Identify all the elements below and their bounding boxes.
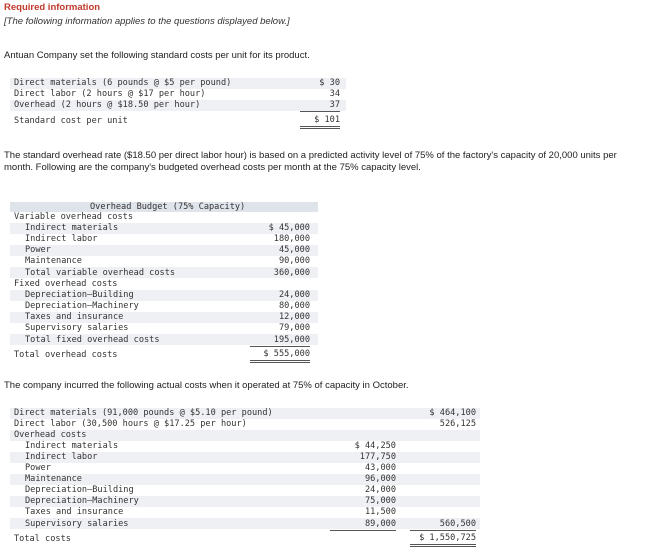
actual-intro-text: The company incurred the following actual costs when it operated at 75% of capacity in October. [4,380,409,391]
actual-total-label: Total costs [14,534,71,544]
budget-item-label: Indirect labor [25,234,98,244]
actual-item-label: Taxes and insurance [25,507,124,517]
budget-item-label: Depreciation—Building [25,290,134,300]
budget-item-value: 12,000 [278,312,310,322]
actual-item-label: Indirect labor [25,452,98,462]
std-row-value: 34 [329,89,340,99]
actual-item-value: 24,000 [364,485,396,495]
actual-item-value: 96,000 [364,474,396,484]
actual-item-label: Supervisory salaries [25,519,129,529]
budget-item-value: $ 45,000 [268,223,310,233]
actual-total-value: $ 1,550,725 [410,533,476,547]
std-total-label: Standard cost per unit [14,116,128,126]
variable-header: Variable overhead costs [14,212,133,222]
info-note: [The following information applies to the questions displayed below.] [4,16,290,27]
actual-item-value: 43,000 [364,463,396,473]
actual-overhead-header: Overhead costs [14,430,87,440]
budget-total-value: $ 555,000 [250,349,310,363]
fixed-header: Fixed overhead costs [14,279,118,289]
actual-dl-label: Direct labor (30,500 hours @ $17.25 per hour) [14,419,247,429]
variable-total-label: Total variable overhead costs [25,268,176,278]
actual-item-value: 89,000 [330,519,396,531]
budget-total-label: Total overhead costs [14,350,118,360]
budget-item-label: Supervisory salaries [25,323,129,333]
intro-text: Antuan Company set the following standard costs per unit for its product. [4,50,310,61]
overhead-rate-paragraph: The standard overhead rate ($18.50 per direct labor hour) is based on a predicted activity level of 75% of the factory's capacity of 20,000 units per month. Following are the company's budgeted overhead costs per month at the 75% capacity level. [4,150,617,173]
required-information-heading: Required information [4,2,101,13]
std-row-label: Overhead (2 hours @ $18.50 per hour) [14,100,201,110]
actual-item-label: Power [25,463,51,473]
budget-item-value: 79,000 [250,323,310,335]
actual-item-value: 11,500 [364,507,396,517]
budget-item-value: 24,000 [278,290,310,300]
actual-item-value: 75,000 [364,496,396,506]
fixed-total-label: Total fixed overhead costs [25,335,160,345]
budget-item-label: Power [25,245,51,255]
actual-item-value: 177,750 [359,452,396,462]
actual-dm-label: Direct materials (91,000 pounds @ $5.10 per pound) [14,408,273,418]
budget-item-value: 90,000 [250,256,310,268]
budget-item-label: Depreciation—Machinery [25,301,139,311]
fixed-total-value: 195,000 [250,335,310,347]
std-row-label: Direct materials (6 pounds @ $5 per pound) [14,78,232,88]
standard-cost-table [10,78,346,130]
variable-total-value: 360,000 [273,268,310,278]
actual-item-label: Indirect materials [25,441,119,451]
actual-item-label: Maintenance [25,474,82,484]
std-row-label: Direct labor (2 hours @ $17 per hour) [14,89,206,99]
actual-overhead-total-value: 560,500 [410,519,476,531]
budget-item-label: Maintenance [25,256,82,266]
actual-dm-value: $ 464,100 [429,408,476,418]
budget-item-value: 45,000 [278,245,310,255]
std-row-value: $ 30 [319,78,340,88]
std-total-value: $ 101 [300,115,340,129]
budget-item-value: 180,000 [273,234,310,244]
std-row-value: 37 [300,100,340,112]
actual-item-label: Depreciation—Machinery [25,496,139,506]
budget-item-label: Indirect materials [25,223,119,233]
actual-dl-value: 526,125 [439,419,476,429]
budget-item-value: 80,000 [278,301,310,311]
overhead-budget-table [10,202,320,362]
actual-item-label: Depreciation—Building [25,485,134,495]
budget-item-label: Taxes and insurance [25,312,124,322]
actual-item-value: $ 44,250 [354,441,396,451]
budget-title: Overhead Budget (75% Capacity) [90,202,246,212]
actual-cost-table [10,408,484,548]
